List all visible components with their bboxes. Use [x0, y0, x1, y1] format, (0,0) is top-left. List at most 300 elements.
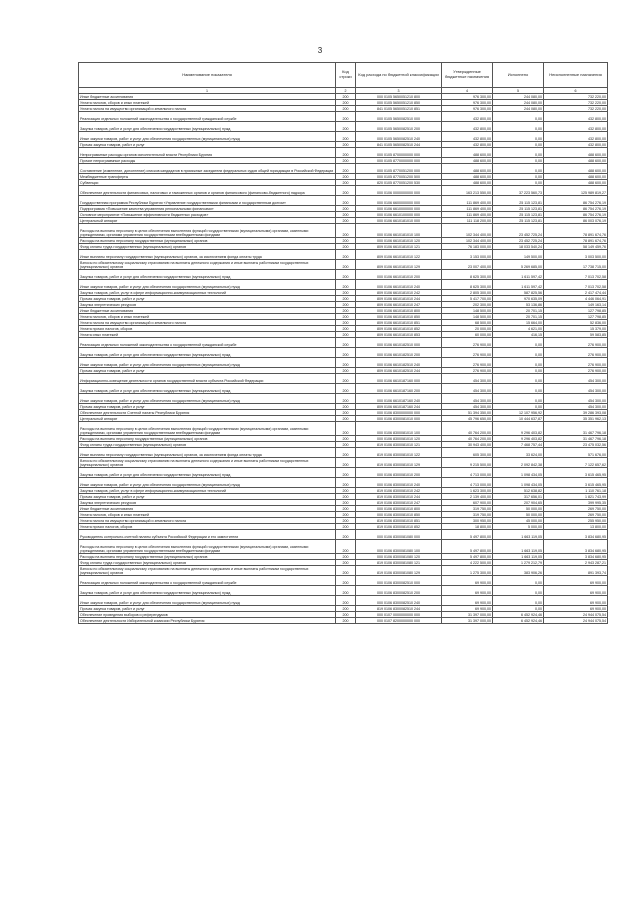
row-remaining: 454 300,00	[544, 394, 608, 404]
row-budget-code: 819 0106 8300081080 121	[356, 560, 442, 566]
row-line-code: 200	[336, 358, 356, 368]
row-remaining: 3 834 680,95	[544, 554, 608, 560]
row-remaining: 3 834 680,95	[544, 530, 608, 540]
row-plan: 488 600,00	[442, 180, 493, 186]
row-name: Закупка товаров, работ и услуг для обеспечения государственных (муниципальных) нужд	[79, 348, 336, 358]
row-remaining: 23 475 032,56	[544, 442, 608, 448]
row-plan: 605 300,00	[442, 448, 493, 458]
row-line-code: 200	[336, 142, 356, 148]
row-name: Иные бюджетные ассигнования	[79, 94, 336, 100]
row-budget-code: 000 0106 6610181010 800	[356, 308, 442, 314]
row-remaining: 86 754 276,19	[544, 206, 608, 212]
row-plan: 60 000,00	[442, 332, 493, 338]
row-line-code: 200	[336, 224, 356, 238]
row-remaining: 31 467 796,18	[544, 422, 608, 436]
row-executed: 9 296 403,82	[493, 422, 544, 436]
row-line-code: 200	[336, 368, 356, 374]
row-budget-code: 000 0106 6610181010 000	[356, 218, 442, 224]
table-row	[79, 518, 608, 524]
row-line-code: 200	[336, 238, 356, 244]
row-executed: 9 296 403,82	[493, 436, 544, 442]
row-budget-code: 819 0106 8300082510 244	[356, 606, 442, 612]
row-remaining: 69 900,00	[544, 586, 608, 596]
row-executed: 25 115 123,81	[493, 196, 544, 206]
row-remaining: 127 798,85	[544, 308, 608, 314]
row-budget-code: 000 0106 8300081080 120	[356, 554, 442, 560]
row-budget-code: 000 0106 6610182510 000	[356, 338, 442, 348]
row-budget-code: 819 0106 8300081010 121	[356, 442, 442, 448]
table-row	[79, 270, 608, 280]
row-line-code: 200	[336, 280, 356, 290]
row-plan: 488 600,00	[442, 174, 493, 180]
row-budget-code: 809 0106 6610181010 122	[356, 250, 442, 260]
row-name: Уплата налога на имущество организаций и земельного налога	[79, 106, 336, 112]
row-remaining: 86 754 276,19	[544, 196, 608, 206]
row-plan: 432 800,00	[442, 142, 493, 148]
row-line-code: 200	[336, 332, 356, 338]
row-budget-code: 809 0106 6610181010 851	[356, 320, 442, 326]
row-budget-code: 809 0106 6610182510 244	[356, 368, 442, 374]
row-remaining: 2 943 287,21	[544, 560, 608, 566]
row-budget-code: 000 0106 0000000000 000	[356, 186, 442, 196]
row-name: Фонд оплаты труда государственных (муниципальных) органов	[79, 442, 336, 448]
row-line-code: 200	[336, 148, 356, 158]
row-name: Прочая закупка товаров, работ и услуг	[79, 606, 336, 612]
row-name: Государственная программа Республики Бурятия «Управление государственными финансами и государственным долгом»	[79, 196, 336, 206]
row-line-code: 200	[336, 512, 356, 518]
row-plan: 2 805 300,00	[442, 290, 493, 296]
row-plan: 111 118 200,00	[442, 218, 493, 224]
row-line-code: 200	[336, 384, 356, 394]
row-executed: 4 621,00	[493, 326, 544, 332]
row-line-code: 200	[336, 186, 356, 196]
row-name: Основное мероприятие «Повышение эффективности бюджетных расходов»	[79, 212, 336, 218]
row-executed: 15 664,00	[493, 320, 544, 326]
row-remaining: 35 351 962,13	[544, 416, 608, 422]
row-name: Прочая закупка товаров, работ и услуг	[79, 494, 336, 500]
row-line-code: 200	[336, 374, 356, 384]
row-line-code: 200	[336, 164, 356, 174]
row-line-code: 200	[336, 212, 356, 218]
row-executed: 0,00	[493, 606, 544, 612]
row-budget-code: 809 0106 6610181010 129	[356, 260, 442, 270]
row-name: Реализация отдельных положений законодательства о государственной гражданской службе	[79, 112, 336, 122]
row-line-code: 200	[336, 112, 356, 122]
row-name: Взносы по обязательному социальному страхованию на выплаты денежного содержания и иные выплаты работникам государственных (муниципальных) органов	[79, 260, 336, 270]
row-remaining: 24 944 075,54	[544, 612, 608, 618]
row-plan: 976 300,00	[442, 106, 493, 112]
row-budget-code: 000 0105 5650082510 200	[356, 122, 442, 132]
row-line-code: 200	[336, 158, 356, 164]
row-executed: 0,00	[493, 142, 544, 148]
row-budget-code: 000 0106 8300081080 000	[356, 530, 442, 540]
table-row	[79, 394, 608, 404]
row-executed: 50 000,00	[493, 512, 544, 518]
row-budget-code: 000 0106 6610187160 240	[356, 394, 442, 404]
row-name: Иные выплаты персоналу государственных (муниципальных) органов, за исключением фонда оплаты труда	[79, 448, 336, 458]
table-row	[79, 468, 608, 478]
table-row	[79, 422, 608, 436]
row-name: Фонд оплаты труда государственных (муниципальных) органов	[79, 244, 336, 250]
row-plan: 276 900,00	[442, 368, 493, 374]
row-executed: 0,00	[493, 174, 544, 180]
row-remaining: 125 989 819,27	[544, 186, 608, 196]
row-name: Иные закупки товаров, работ и услуг для обеспечения государственных (муниципальных) нужд	[79, 358, 336, 368]
row-budget-code: 841 0105 5650082510 244	[356, 142, 442, 148]
row-plan: 76 183 000,00	[442, 244, 493, 250]
row-executed: 1 279 212,79	[493, 560, 544, 566]
row-plan: 202 300,00	[442, 302, 493, 308]
row-budget-code: 000 0106 8300000000 000	[356, 410, 442, 416]
row-line-code: 200	[336, 540, 356, 554]
row-plan: 454 300,00	[442, 374, 493, 384]
row-name: Закупка энергетических ресурсов	[79, 500, 336, 506]
row-line-code: 200	[336, 524, 356, 530]
row-executed: 12 107 956,92	[493, 410, 544, 416]
table-row	[79, 384, 608, 394]
table-row	[79, 374, 608, 384]
row-line-code: 200	[336, 132, 356, 142]
row-budget-code: 000 0106 8300081010 240	[356, 478, 442, 488]
table-row	[79, 596, 608, 606]
row-remaining: 15 379,00	[544, 326, 608, 332]
row-budget-code: 000 0106 6610187160 200	[356, 384, 442, 394]
row-remaining: 488 600,00	[544, 164, 608, 174]
row-budget-code: 000 0106 6610181010 850	[356, 314, 442, 320]
row-executed: 0,00	[493, 132, 544, 142]
row-plan: 4 222 500,00	[442, 560, 493, 566]
row-executed: 244 080,00	[493, 94, 544, 100]
row-line-code: 200	[336, 596, 356, 606]
row-budget-code: 000 0105 8770000000 000	[356, 158, 442, 164]
row-plan: 2 139 400,00	[442, 494, 493, 500]
row-plan: 69 900,00	[442, 576, 493, 586]
row-plan: 319 750,00	[442, 506, 493, 512]
row-name: Расходы на выплаты персоналу государственных (муниципальных) органов	[79, 436, 336, 442]
row-line-code: 200	[336, 94, 356, 100]
header-plan: Утвержденные бюджетные назначения	[442, 63, 493, 88]
row-name: Обеспечение деятельности финансовых, налоговых и таможенных органов и органов финансового (финансово-бюджетного) надзора	[79, 186, 336, 196]
row-remaining: 269 750,00	[544, 506, 608, 512]
row-name: Центральный аппарат	[79, 218, 336, 224]
row-plan: 454 300,00	[442, 404, 493, 410]
row-budget-code: 819 0106 8300081010 242	[356, 488, 442, 494]
row-name: Расходы на выплаты персоналу в целях обеспечения выполнения функций государственными (муниципальными) органами, казенными учреждениями, органами управления государственными внебюджетными фондами	[79, 540, 336, 554]
row-executed: 5 269 685,00	[493, 260, 544, 270]
row-name: Уплата налогов, сборов и иных платежей	[79, 314, 336, 320]
row-budget-code: 809 0106 6610187160 244	[356, 404, 442, 410]
table-row	[79, 348, 608, 358]
row-executed: 0,00	[493, 394, 544, 404]
row-budget-code: 820 0105 8770051200 530	[356, 180, 442, 186]
row-plan: 9 215 500,00	[442, 458, 493, 468]
row-name: Закупка товаров, работ и услуг для обеспечения государственных (муниципальных) нужд	[79, 122, 336, 132]
row-plan: 1 623 300,00	[442, 488, 493, 494]
row-name: Расходы на выплаты персоналу государственных (муниципальных) органов	[79, 554, 336, 560]
column-number: 5	[493, 88, 544, 94]
table-body	[79, 94, 608, 624]
row-name: Уплата иных платежей	[79, 332, 336, 338]
row-remaining: 3 615 465,95	[544, 478, 608, 488]
row-name: Иные бюджетные ассигнования	[79, 308, 336, 314]
table-row	[79, 122, 608, 132]
row-executed: 1 663 119,05	[493, 540, 544, 554]
row-name: Непрограммные расходы органов исполнительной власти Республики Бурятия	[79, 148, 336, 158]
row-remaining: 276 900,00	[544, 358, 608, 368]
row-executed: 6 452 924,46	[493, 612, 544, 618]
row-plan: 69 900,00	[442, 586, 493, 596]
row-budget-code: 819 0106 8300081010 247	[356, 500, 442, 506]
row-budget-code: 000 0106 6610000000 000	[356, 206, 442, 212]
row-plan: 163 213 550,00	[442, 186, 493, 196]
row-line-code: 200	[336, 348, 356, 358]
table-header-row	[79, 63, 608, 88]
row-remaining: 891 393,74	[544, 566, 608, 576]
row-budget-code: 000 0106 6610181010 100	[356, 224, 442, 238]
row-executed: 587 825,56	[493, 290, 544, 296]
row-executed: 1 663 119,05	[493, 554, 544, 560]
row-line-code: 200	[336, 180, 356, 186]
row-remaining: 52 836,00	[544, 320, 608, 326]
row-line-code: 200	[336, 106, 356, 112]
row-name: Центральный аппарат	[79, 416, 336, 422]
row-remaining: 58 149 459,76	[544, 244, 608, 250]
row-budget-code: 809 0106 6610181010 853	[356, 332, 442, 338]
table-row	[79, 442, 608, 448]
row-remaining: 454 300,00	[544, 404, 608, 410]
row-line-code: 200	[336, 416, 356, 422]
row-plan: 148 500,00	[442, 308, 493, 314]
table-row	[79, 224, 608, 238]
row-name: Закупка товаров, работ, услуг в сфере информационно-коммуникационных технологий	[79, 488, 336, 494]
row-remaining: 39 286 393,08	[544, 410, 608, 416]
row-budget-code: 809 0106 6610181010 244	[356, 296, 442, 302]
row-remaining: 488 600,00	[544, 180, 608, 186]
row-budget-code: 809 0106 6610181010 242	[356, 290, 442, 296]
row-plan: 8 625 300,00	[442, 270, 493, 280]
header-executed: Исполнено	[493, 63, 544, 88]
row-name: Иные закупки товаров, работ и услуг для обеспечения государственных (муниципальных) нужд	[79, 394, 336, 404]
row-name: Составление (изменение, дополнение) списков кандидатов в присяжные заседатели федеральных судов общей юрисдикции в Российской Федерации	[79, 164, 336, 174]
row-executed: 0,00	[493, 338, 544, 348]
row-remaining: 7 013 702,58	[544, 280, 608, 290]
row-remaining: 432 800,00	[544, 142, 608, 148]
row-executed: 6 452 924,46	[493, 618, 544, 624]
row-executed: 416,15	[493, 332, 544, 338]
row-plan: 4 713 000,00	[442, 478, 493, 488]
row-budget-code: 809 0106 6610181010 247	[356, 302, 442, 308]
row-remaining: 69 900,00	[544, 606, 608, 612]
row-line-code: 200	[336, 320, 356, 326]
row-executed: 0,00	[493, 112, 544, 122]
row-name: Иные закупки товаров, работ и услуг для обеспечения государственных (муниципальных) нужд	[79, 280, 336, 290]
row-budget-code: 000 0106 8300081010 850	[356, 512, 442, 518]
table-row	[79, 410, 608, 416]
row-budget-code: 000 0106 8300082510 200	[356, 586, 442, 596]
row-line-code: 200	[336, 478, 356, 488]
row-executed: 25 115 123,81	[493, 212, 544, 218]
row-remaining: 17 738 715,00	[544, 260, 608, 270]
row-line-code: 200	[336, 410, 356, 416]
row-name: Закупка товаров, работ и услуг для обеспечения государственных (муниципальных) нужд	[79, 586, 336, 596]
row-plan: 18 800,00	[442, 524, 493, 530]
row-name: Закупка энергетических ресурсов	[79, 302, 336, 308]
row-name: Обеспечение деятельности Избирательной комиссии Республики Бурятия	[79, 618, 336, 624]
row-line-code: 200	[336, 270, 356, 280]
table-row	[79, 206, 608, 212]
row-remaining: 69 900,00	[544, 596, 608, 606]
row-budget-code: 000 0106 8300081010 800	[356, 506, 442, 512]
row-line-code: 200	[336, 218, 356, 224]
row-line-code: 200	[336, 468, 356, 478]
row-remaining: 432 800,00	[544, 112, 608, 122]
row-remaining: 488 600,00	[544, 158, 608, 164]
row-line-code: 200	[336, 576, 356, 586]
row-plan: 488 600,00	[442, 158, 493, 164]
row-remaining: 269 750,00	[544, 512, 608, 518]
row-remaining: 432 800,00	[544, 132, 608, 142]
row-executed: 383 906,26	[493, 566, 544, 576]
table-row	[79, 244, 608, 250]
row-budget-code: 000 0105 8700000000 000	[356, 148, 442, 158]
table-row	[79, 238, 608, 244]
row-executed: 7 468 757,44	[493, 442, 544, 448]
row-remaining: 255 950,00	[544, 518, 608, 524]
row-name: Прочие непрограммные расходы	[79, 158, 336, 164]
row-line-code: 200	[336, 296, 356, 302]
row-plan: 20 000,00	[442, 326, 493, 332]
row-executed: 244 080,00	[493, 100, 544, 106]
row-name: Иные закупки товаров, работ и услуг для обеспечения государственных (муниципальных) нужд	[79, 596, 336, 606]
row-remaining: 488 600,00	[544, 148, 608, 158]
row-name: Информационно-освещение деятельности органов государственной власти субъекта Российской Федерации	[79, 374, 336, 384]
row-remaining: 69 900,00	[544, 576, 608, 586]
row-line-code: 200	[336, 606, 356, 612]
row-name: Уплата прочих налогов, сборов	[79, 326, 336, 332]
table-row	[79, 280, 608, 290]
row-line-code: 200	[336, 458, 356, 468]
row-executed: 0,00	[493, 358, 544, 368]
row-budget-code: 000 0105 5650051210 850	[356, 100, 442, 106]
row-plan: 111 869 400,00	[442, 206, 493, 212]
row-remaining: 59 583,85	[544, 332, 608, 338]
row-budget-code: 000 0106 8300081010 200	[356, 468, 442, 478]
row-budget-code: 819 0106 8300081010 851	[356, 518, 442, 524]
row-remaining: 31 467 796,18	[544, 436, 608, 442]
row-name: Закупка товаров, работ и услуг для обеспечения государственных (муниципальных) нужд	[79, 468, 336, 478]
row-remaining: 24 944 075,54	[544, 618, 608, 624]
row-name: Закупка товаров, работ, услуг в сфере информационно-коммуникационных технологий	[79, 290, 336, 296]
row-remaining: 1 821 743,99	[544, 494, 608, 500]
table-row	[79, 478, 608, 488]
row-remaining: 454 300,00	[544, 384, 608, 394]
row-plan: 69 900,00	[442, 606, 493, 612]
row-executed: 0,00	[493, 158, 544, 164]
row-line-code: 200	[336, 250, 356, 260]
row-line-code: 200	[336, 326, 356, 332]
row-remaining: 149 163,14	[544, 302, 608, 308]
row-name: Уплата налога на имущество организаций и земельного налога	[79, 320, 336, 326]
row-name: Межбюджетные трансферты	[79, 174, 336, 180]
row-executed: 1 663 119,05	[493, 530, 544, 540]
row-line-code: 200	[336, 530, 356, 540]
row-remaining: 86 754 276,19	[544, 212, 608, 218]
row-line-code: 200	[336, 436, 356, 442]
row-name: Иные закупки товаров, работ и услуг для обеспечения государственных (муниципальных) нужд	[79, 132, 336, 142]
row-line-code: 200	[336, 308, 356, 314]
row-budget-code: 000 0105 8770051200 500	[356, 174, 442, 180]
row-name: Фонд оплаты труда государственных (муниципальных) органов	[79, 560, 336, 566]
row-plan: 976 300,00	[442, 100, 493, 106]
row-remaining: 2 417 474,44	[544, 290, 608, 296]
row-line-code: 200	[336, 244, 356, 250]
row-plan: 111 869 400,00	[442, 196, 493, 206]
row-budget-code: 000 0105 8770051200 000	[356, 164, 442, 174]
row-remaining: 732 220,00	[544, 94, 608, 100]
row-executed: 207 904,65	[493, 500, 544, 506]
row-plan: 8 625 300,00	[442, 280, 493, 290]
table-row	[79, 320, 608, 326]
table-row	[79, 112, 608, 122]
table-row	[79, 196, 608, 206]
row-line-code: 200	[336, 448, 356, 458]
row-remaining: 3 615 465,95	[544, 468, 608, 478]
header-remaining: Неисполненные назначения	[544, 63, 608, 88]
row-name: Реализация отдельных положений законодательства о государственной гражданской службе	[79, 338, 336, 348]
row-plan: 432 800,00	[442, 112, 493, 122]
column-number: 6	[544, 88, 608, 94]
page-number: 3	[317, 46, 323, 55]
row-line-code: 200	[336, 122, 356, 132]
row-plan: 454 300,00	[442, 384, 493, 394]
row-remaining: 276 900,00	[544, 348, 608, 358]
row-name: Обеспечение проведения выборов и референдумов	[79, 612, 336, 618]
table-row	[79, 250, 608, 260]
row-executed: 2 092 842,38	[493, 458, 544, 468]
row-executed: 512 638,82	[493, 488, 544, 494]
row-budget-code: 000 0106 6610181010 120	[356, 238, 442, 244]
row-executed: 37 223 560,73	[493, 186, 544, 196]
row-plan: 40 764 200,00	[442, 422, 493, 436]
row-budget-code: 000 0106 8300081010 100	[356, 422, 442, 436]
row-name: Прочая закупка товаров, работ и услуг	[79, 404, 336, 410]
column-number: 1	[79, 88, 336, 94]
row-name: Реализация отдельных положений законодательства о государственной гражданской службе	[79, 576, 336, 586]
row-budget-code: 000 0105 5650082510 240	[356, 132, 442, 142]
row-name: Уплата прочих налогов, сборов	[79, 524, 336, 530]
row-budget-code: 000 0106 6610182510 240	[356, 358, 442, 368]
row-remaining: 1 110 761,18	[544, 488, 608, 494]
row-plan: 432 800,00	[442, 122, 493, 132]
row-executed: 18 033 540,24	[493, 244, 544, 250]
row-remaining: 7 122 657,62	[544, 458, 608, 468]
row-line-code: 200	[336, 518, 356, 524]
row-remaining: 4 446 064,91	[544, 296, 608, 302]
row-executed: 50 000,00	[493, 506, 544, 512]
row-remaining: 78 891 674,76	[544, 238, 608, 244]
row-plan: 40 764 200,00	[442, 436, 493, 442]
row-budget-code: 819 0106 8300081010 129	[356, 458, 442, 468]
row-executed: 0,00	[493, 374, 544, 384]
row-name: Взносы по обязательному социальному страхованию на выплаты денежного содержания и иные выплаты работникам государственных (муниципальных) органов	[79, 566, 336, 576]
row-budget-code: 819 0106 8300081010 122	[356, 448, 442, 458]
row-plan: 3 153 000,00	[442, 250, 493, 260]
row-executed: 149 500,00	[493, 250, 544, 260]
row-budget-code: 000 0106 6610187160 000	[356, 374, 442, 384]
row-budget-code: 819 0106 8300081010 244	[356, 494, 442, 500]
row-line-code: 200	[336, 506, 356, 512]
row-plan: 488 600,00	[442, 164, 493, 174]
